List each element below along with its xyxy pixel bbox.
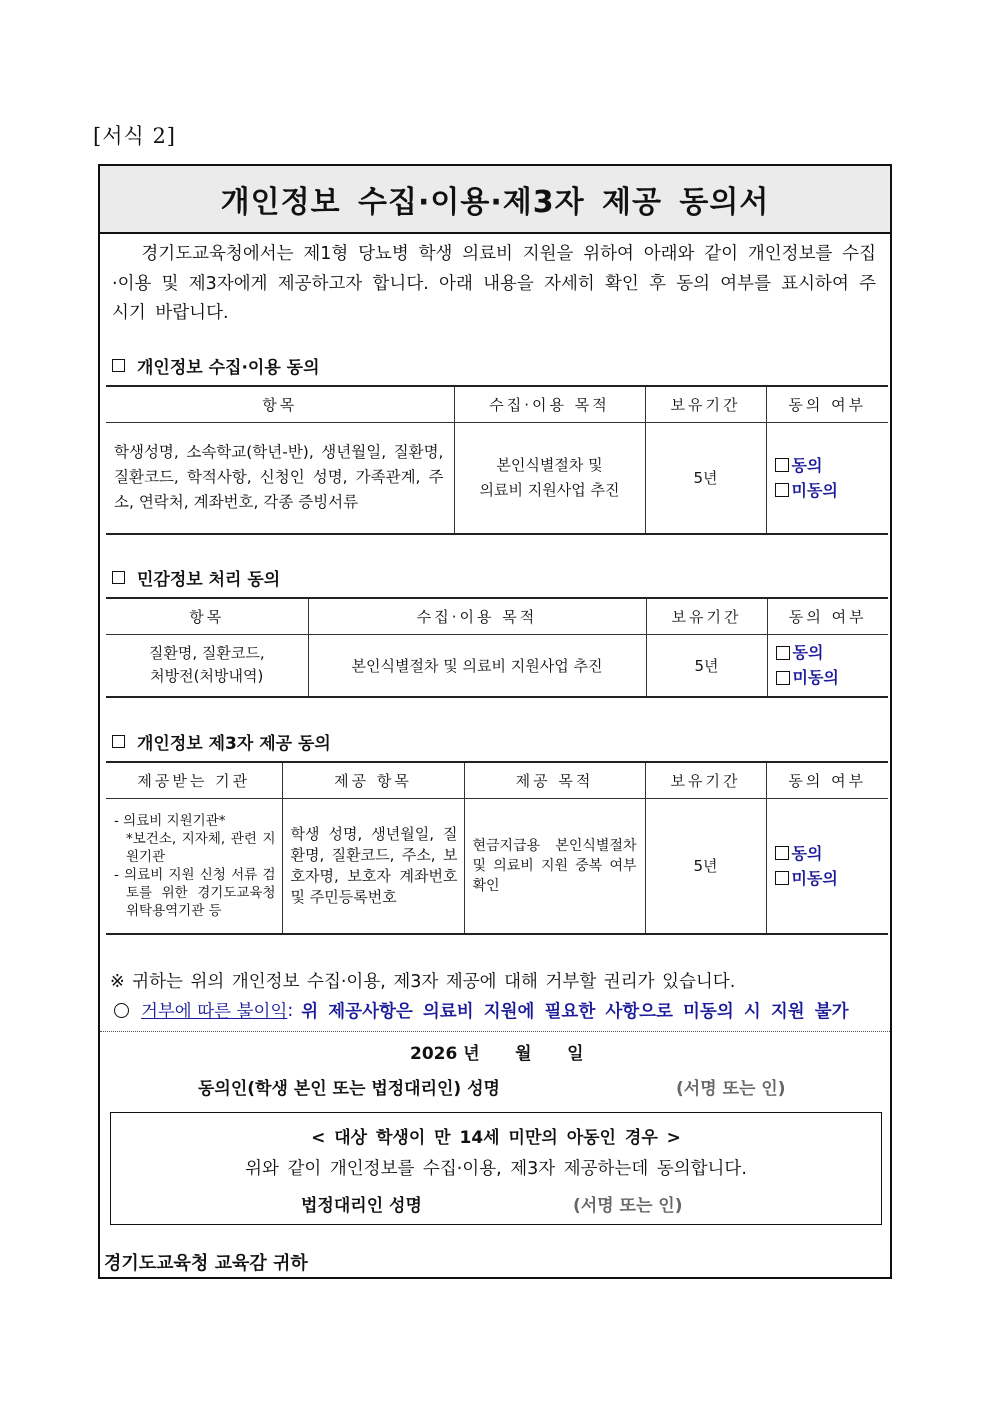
right-to-refuse-note: ※ 귀하는 위의 개인정보 수집·이용, 제3자 제공에 대해 거부할 권리가 있습니다.	[110, 972, 736, 992]
dotted-divider	[100, 1031, 890, 1032]
header-period: 보유기간	[646, 598, 767, 635]
agree-checkbox[interactable]	[775, 453, 888, 478]
checkbox-icon[interactable]	[775, 458, 789, 472]
form-title: 개인정보 수집·이용·제3자 제공 동의서	[220, 185, 770, 220]
section1-heading	[112, 353, 320, 378]
period-cell: 5년	[646, 635, 767, 697]
agree-label: 동의	[791, 843, 823, 863]
intro-paragraph	[112, 240, 876, 329]
header-purpose: 수집·이용 목적	[454, 386, 645, 423]
items-line: 처방전(처방내역)	[150, 667, 264, 686]
header-period: 보유기간	[645, 762, 766, 799]
table-row	[106, 799, 888, 934]
recipient-line: - 의료비 지원기관*	[114, 812, 226, 829]
consent-cell	[766, 423, 888, 534]
minor-box-text: 위와 같이 개인정보를 수집·이용, 제3자 제공하는데 동의합니다.	[245, 1159, 747, 1179]
agree-label: 동의	[791, 455, 823, 475]
consent-cell	[767, 635, 888, 697]
intro-text: 경기도교육청에서는 제1형 당뇨병 학생 의료비 지원을 위하여 아래와 같이 개인정보를 수집·이용 및 제3자에게 제공하고자 합니다. 아래 내용을 자세히 확인 후 동의 여부를 표시하여 주시기 바랍니다.	[112, 244, 876, 323]
date-line[interactable]: 2026 년 월 일	[410, 1044, 584, 1064]
header-consent: 동의 여부	[766, 762, 888, 799]
square-bullet-icon	[112, 735, 125, 748]
disagree-checkbox[interactable]	[775, 866, 888, 891]
disagree-label: 미동의	[792, 668, 839, 688]
table-row	[106, 423, 888, 534]
table-row	[106, 635, 888, 697]
consent-form	[98, 164, 892, 1279]
items-cell	[106, 635, 308, 697]
header-items: 항목	[106, 386, 454, 423]
signer-label: 동의인(학생 본인 또는 법정대리인) 성명	[198, 1079, 500, 1099]
square-bullet-icon	[112, 571, 125, 584]
disadvantage-note	[110, 998, 849, 1023]
minor-guardian-box	[110, 1112, 882, 1225]
section2-heading	[112, 565, 280, 590]
header-items: 제공 항목	[282, 762, 464, 799]
signature-field[interactable]: (서명 또는 인)	[676, 1079, 786, 1099]
header-items: 항목	[106, 598, 308, 635]
purpose-cell	[454, 423, 645, 534]
recipient-line: *보건소, 지자체, 관련 지원기관	[126, 830, 276, 865]
header-consent: 동의 여부	[766, 386, 888, 423]
table-header-row	[106, 386, 888, 423]
disagree-checkbox[interactable]	[776, 665, 888, 690]
items-line: 질환명, 질환코드,	[148, 644, 265, 663]
checkbox-icon[interactable]	[776, 671, 790, 685]
agree-checkbox[interactable]	[775, 841, 888, 866]
purpose-line: 의료비 지원사업 추진	[479, 480, 620, 499]
table-header-row	[106, 762, 888, 799]
purpose-cell: 현금지급용 본인식별절차 및 의료비 지원 중복 여부 확인	[464, 799, 645, 934]
title-box	[100, 166, 890, 234]
items-cell: 학생 성명, 생년월일, 질환명, 질환코드, 주소, 보호자명, 보호자 계좌번호 및 주민등록번호	[282, 799, 464, 934]
square-bullet-icon	[112, 359, 125, 372]
recipient-line: - 의료비 지원 신청 서류 검토를 위한 경기도교육청 위탁용역기관 등	[114, 866, 276, 919]
disadvantage-text: 위 제공사항은 의료비 지원에 필요한 사항으로 미동의 시 지원 불가	[301, 1002, 849, 1022]
form-label: [서식 2]	[93, 124, 176, 148]
header-recipient: 제공받는 기관	[106, 762, 282, 799]
purpose-line: 본인식별절차 및	[496, 455, 603, 474]
agree-label: 동의	[792, 643, 824, 663]
checkbox-icon[interactable]	[775, 846, 789, 860]
header-period: 보유기간	[645, 386, 766, 423]
minor-box-title: < 대상 학생이 만 14세 미만의 아동인 경우 >	[311, 1128, 681, 1148]
period-cell: 5년	[645, 799, 766, 934]
colon: :	[287, 1000, 294, 1021]
addressee: 경기도교육청 교육감 귀하	[104, 1253, 308, 1274]
header-purpose: 제공 목적	[464, 762, 645, 799]
section1-heading-text: 개인정보 수집·이용 동의	[137, 358, 320, 378]
agree-checkbox[interactable]	[776, 640, 888, 665]
section3-heading-text: 개인정보 제3자 제공 동의	[137, 734, 331, 754]
section1-table	[106, 385, 888, 535]
section3-heading	[112, 729, 331, 754]
table-header-row	[106, 598, 888, 635]
items-cell: 학생성명, 소속학교(학년-반), 생년월일, 질환명, 질환코드, 학적사항, 신청인 성명, 가족관계, 주소, 연락처, 계좌번호, 각종 증빙서류	[106, 423, 454, 534]
disagree-label: 미동의	[791, 868, 838, 888]
disadvantage-label: 거부에 따른 불이익	[141, 1002, 288, 1022]
section3-table	[106, 761, 888, 935]
header-purpose: 수집·이용 목적	[308, 598, 646, 635]
circle-bullet-icon	[114, 1003, 129, 1018]
purpose-cell: 본인식별절차 및 의료비 지원사업 추진	[308, 635, 646, 697]
section2-table	[106, 597, 888, 698]
recipient-cell	[106, 799, 282, 934]
section2-heading-text: 민감정보 처리 동의	[137, 570, 281, 590]
period-cell: 5년	[645, 423, 766, 534]
guardian-signer-label: 법정대리인 성명	[301, 1196, 422, 1216]
consent-cell	[766, 799, 888, 934]
disagree-checkbox[interactable]	[775, 478, 888, 503]
guardian-signature-field[interactable]: (서명 또는 인)	[573, 1196, 683, 1216]
checkbox-icon[interactable]	[775, 871, 789, 885]
disagree-label: 미동의	[791, 480, 838, 500]
checkbox-icon[interactable]	[775, 483, 789, 497]
checkbox-icon[interactable]	[776, 646, 790, 660]
header-consent: 동의 여부	[767, 598, 888, 635]
